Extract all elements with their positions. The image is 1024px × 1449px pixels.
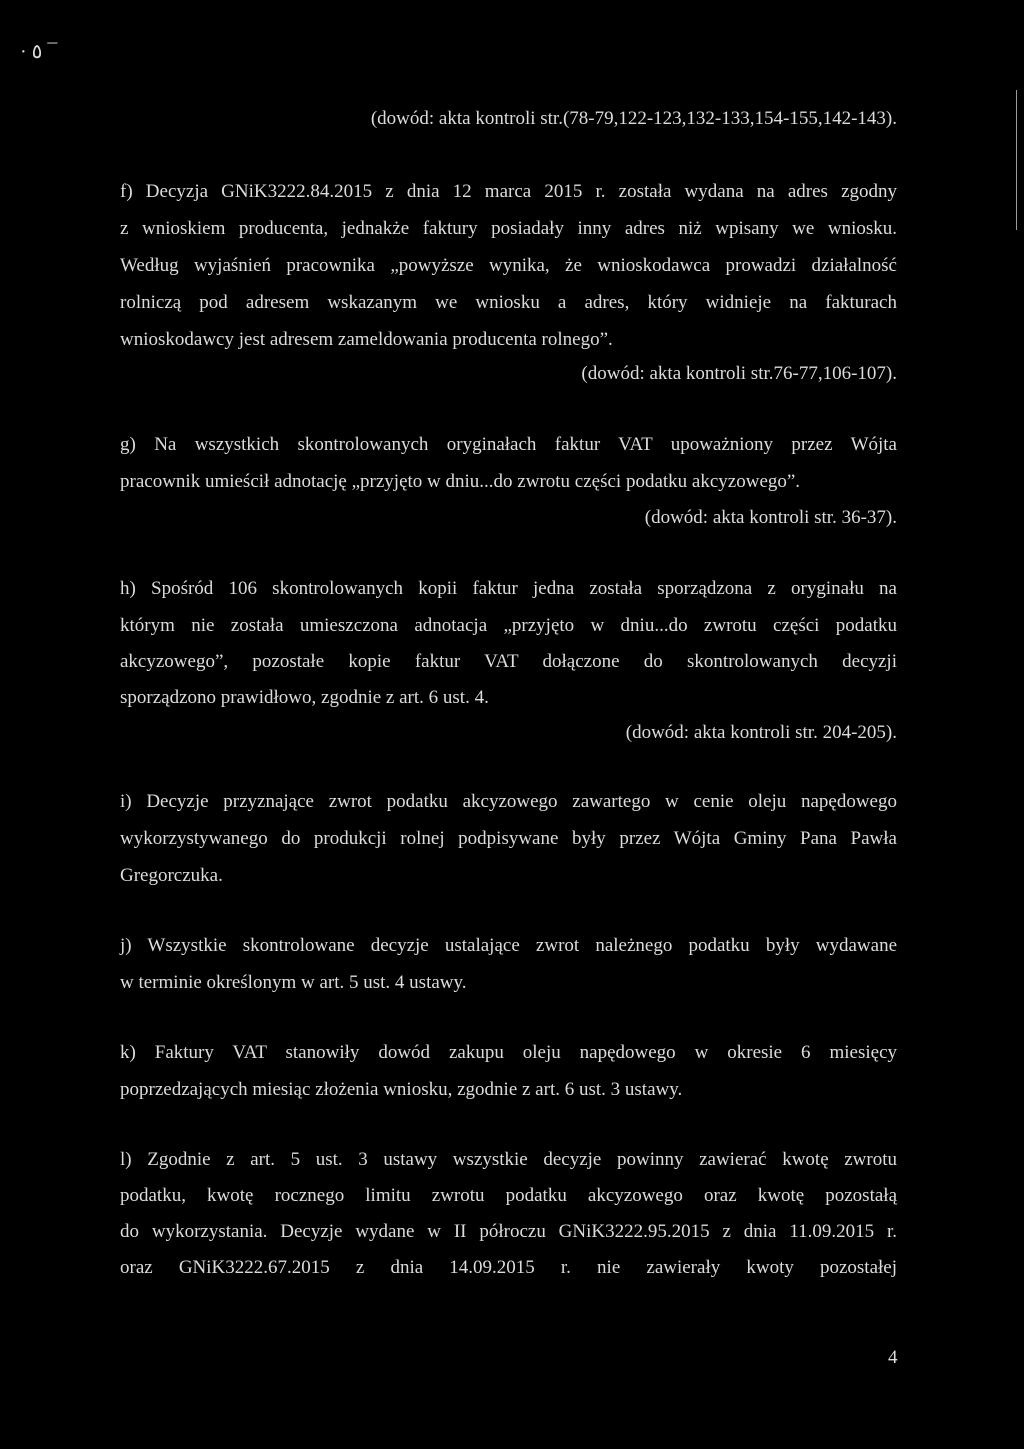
paragraph-line: l) Zgodnie z art. 5 ust. 3 ustawy wszystkie decyzje powinny zawierać kwotę zwrotu: [120, 1149, 897, 1170]
paragraph-line: f) Decyzja GNiK3222.84.2015 z dnia 12 marca 2015 r. została wydana na adres zgodny: [120, 181, 897, 202]
evidence-note: (dowód: akta kontroli str.(78-79,122-123,132-133,154-155,142-143).: [370, 108, 897, 129]
paragraph-line: h) Spośród 106 skontrolowanych kopii faktur jedna została sporządzona z oryginału na: [120, 578, 897, 599]
paragraph-line: akcyzowego”, pozostałe kopie faktur VAT dołączone do skontrolowanych decyzji: [120, 651, 897, 672]
paragraph-line: do wykorzystania. Decyzje wydane w II półroczu GNiK3222.95.2015 z dnia 11.09.2015 r.: [120, 1221, 897, 1242]
paragraph-line: podatku, kwotę rocznego limitu zwrotu podatku akcyzowego oraz kwotę pozostałą: [120, 1185, 897, 1206]
paragraph-line: z wnioskiem producenta, jednakże faktury posiadały inny adres niż wpisany we wniosku.: [120, 218, 897, 239]
paragraph-line: j) Wszystkie skontrolowane decyzje ustalające zwrot należnego podatku były wydawane: [120, 935, 897, 956]
paragraph-line: wnioskodawcy jest adresem zameldowania producenta rolnego”.: [120, 329, 613, 350]
evidence-note: (dowód: akta kontroli str. 204-205).: [625, 722, 897, 743]
paragraph-line: pracownik umieścił adnotację „przyjęto w dniu...do zwrotu części podatku akcyzowego”.: [120, 471, 801, 492]
paragraph-line: poprzedzających miesiąc złożenia wniosku, zgodnie z art. 6 ust. 3 ustawy.: [120, 1079, 683, 1100]
page-number: 4: [888, 1347, 898, 1368]
paragraph-line: Gregorczuka.: [120, 865, 223, 886]
paragraph-line: sporządzono prawidłowo, zgodnie z art. 6 ust. 4.: [120, 687, 489, 708]
paragraph-line: wykorzystywanego do produkcji rolnej podpisywane były przez Wójta Gminy Pana Pawła: [120, 828, 897, 849]
corner-mark: · ٥ ¯: [20, 41, 58, 63]
scan-edge-line: [1016, 90, 1017, 230]
paragraph-line: Według wyjaśnień pracownika „powyższe wynika, że wnioskodawca prowadzi działalność: [120, 255, 897, 276]
paragraph-line: k) Faktury VAT stanowiły dowód zakupu oleju napędowego w okresie 6 miesięcy: [120, 1042, 897, 1063]
paragraph-line: w terminie określonym w art. 5 ust. 4 ustawy.: [120, 972, 467, 993]
paragraph-line: rolniczą pod adresem wskazanym we wniosku a adres, który widnieje na fakturach: [120, 292, 897, 313]
paragraph-line: oraz GNiK3222.67.2015 z dnia 14.09.2015 r. nie zawierały kwoty pozostałej: [120, 1257, 897, 1278]
paragraph-line: i) Decyzje przyznające zwrot podatku akcyzowego zawartego w cenie oleju napędowego: [120, 791, 897, 812]
evidence-note: (dowód: akta kontroli str. 36-37).: [644, 507, 897, 528]
paragraph-line: którym nie została umieszczona adnotacja „przyjęto w dniu...do zwrotu części podatku: [120, 615, 897, 636]
evidence-note: (dowód: akta kontroli str.76-77,106-107).: [581, 363, 897, 384]
paragraph-line: g) Na wszystkich skontrolowanych oryginałach faktur VAT upoważniony przez Wójta: [120, 434, 897, 455]
